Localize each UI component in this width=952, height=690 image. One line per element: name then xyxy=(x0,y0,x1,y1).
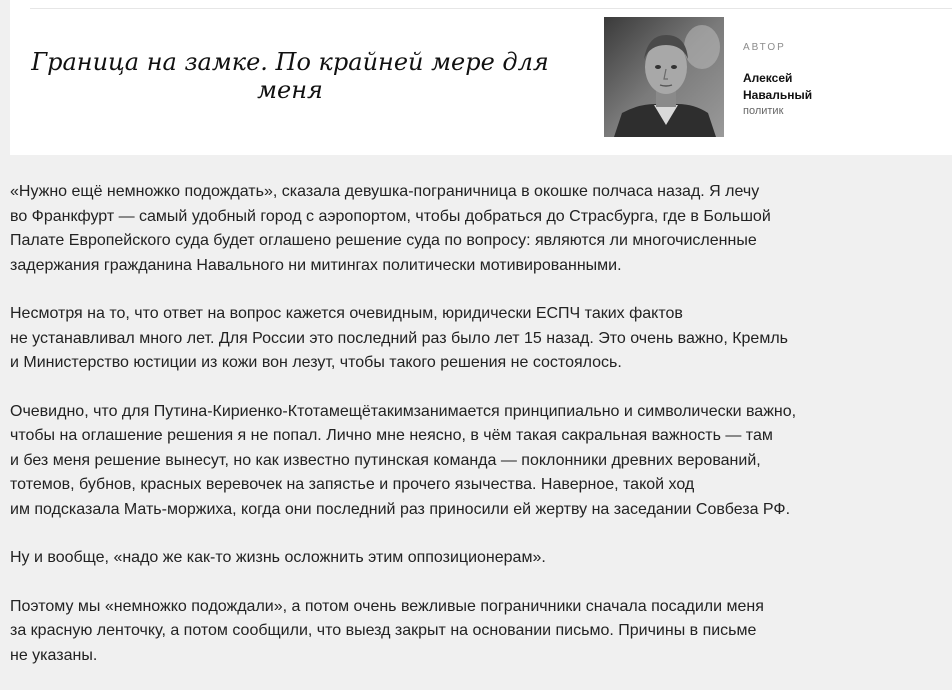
author-role: политик xyxy=(743,105,784,117)
article-paragraph: «Нужно ещё немножко подождать», сказала девушка-пограничница в окошке полчаса назад. Я лечу во Франкфурт — самый удобный город с аэропортом, чтобы добраться до Страсбурга, где в Большой Палате Европейского суда будет оглашено решение суда по вопросу: являются ли многочисленные задержания гражданина Навального ни митингах политически мотивированными. xyxy=(10,183,771,274)
author-label: АВТОР xyxy=(743,42,786,53)
author-name-link[interactable]: Алексей Навальный xyxy=(743,71,813,102)
article-title: Граница на замке. По крайней мере для меня xyxy=(31,48,549,104)
article-paragraph: Поэтому мы «немножко подождали», а потом очень вежливые пограничники сначала посадили меня за красную ленточку, а потом сообщили, что выезд закрыт на основании письмо. Причины в письме не указаны. xyxy=(10,597,764,664)
article-paragraph: Очевидно, что для Путина-Кириенко-Ктотамещётакимзанимается принципиально и символически важно, чтобы на оглашение решения я не попал. Лично мне неясно, в чём такая сакральная важность — там и без меня решение вынесут, но как известно путинская команда — поклонники древних верований, тотемов, бубнов, красных веревочек на запястье и прочего язычества. Наверное, такой ход им подсказала Мать-моржиха, когда они последний раз приносили ей жертву на заседании Совбеза РФ. xyxy=(10,402,797,518)
header-divider xyxy=(30,8,952,9)
author-portrait-image xyxy=(604,17,724,137)
article-paragraph: Ну и вообще, «надо же как-то жизнь осложнить этим оппозиционерам». xyxy=(10,549,546,566)
author-photo[interactable] xyxy=(604,17,724,137)
article-paragraph: Несмотря на то, что ответ на вопрос кажется очевидным, юридически ЕСПЧ таких фактов не устанавливал много лет. Для России это последний раз было лет 15 назад. Это очень важно, Кремль и Министерство юстиции из кожи вон лезут, чтобы такого решения не состоялось. xyxy=(10,305,788,371)
author-info xyxy=(743,42,933,117)
article-body xyxy=(10,180,900,690)
